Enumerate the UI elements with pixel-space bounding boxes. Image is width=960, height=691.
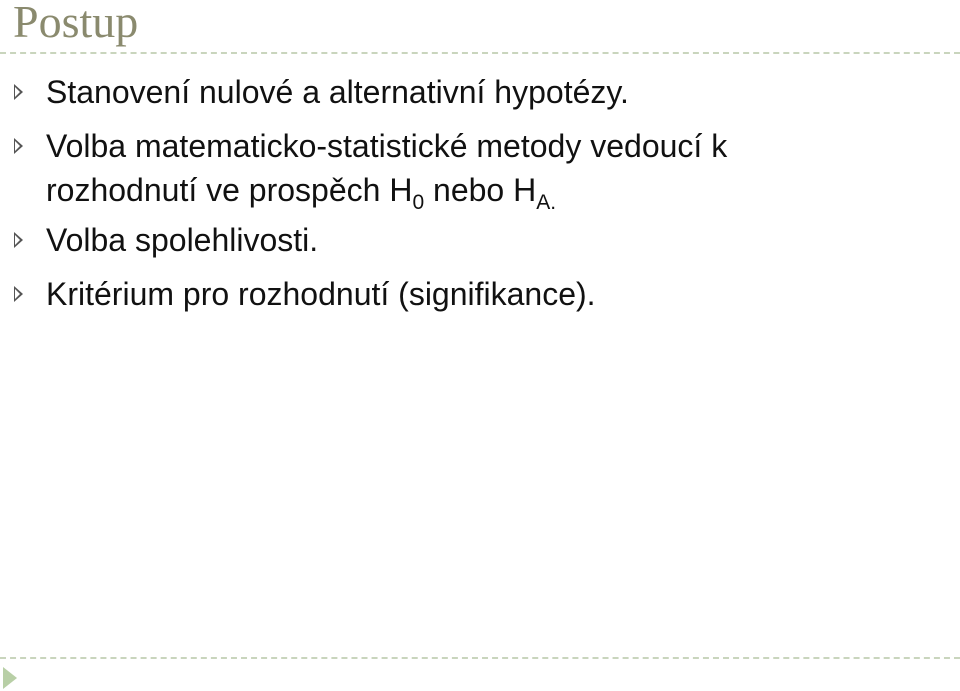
bullet-text-line2: rozhodnutí ve prospěch H	[46, 172, 413, 208]
triangle-right-icon	[14, 286, 23, 302]
bullet-text: Volba spolehlivosti.	[46, 222, 319, 258]
bullet-text: Stanovení nulové a alternativní hypotézy.	[46, 74, 629, 110]
triangle-right-icon	[14, 84, 23, 100]
bullet-text: Kritérium pro rozhodnutí (signifikance).	[46, 276, 596, 312]
bullet-text-line1: Volba matematicko-statistické metody vedoucí k	[46, 128, 728, 164]
top-divider	[0, 52, 960, 54]
subscript-a: A.	[536, 191, 557, 214]
subscript-zero: 0	[412, 191, 425, 214]
bullet-item	[0, 70, 960, 114]
bottom-divider	[0, 657, 960, 659]
bullet-text-mid: nebo H	[424, 172, 537, 208]
play-arrow-icon[interactable]	[3, 667, 17, 689]
bullet-list	[0, 70, 960, 326]
bullet-item	[0, 272, 960, 316]
triangle-right-icon	[14, 232, 23, 248]
bullet-item	[0, 218, 960, 262]
slide-title: Postup	[13, 0, 139, 47]
bullet-item	[0, 124, 960, 212]
triangle-right-icon	[14, 138, 23, 154]
